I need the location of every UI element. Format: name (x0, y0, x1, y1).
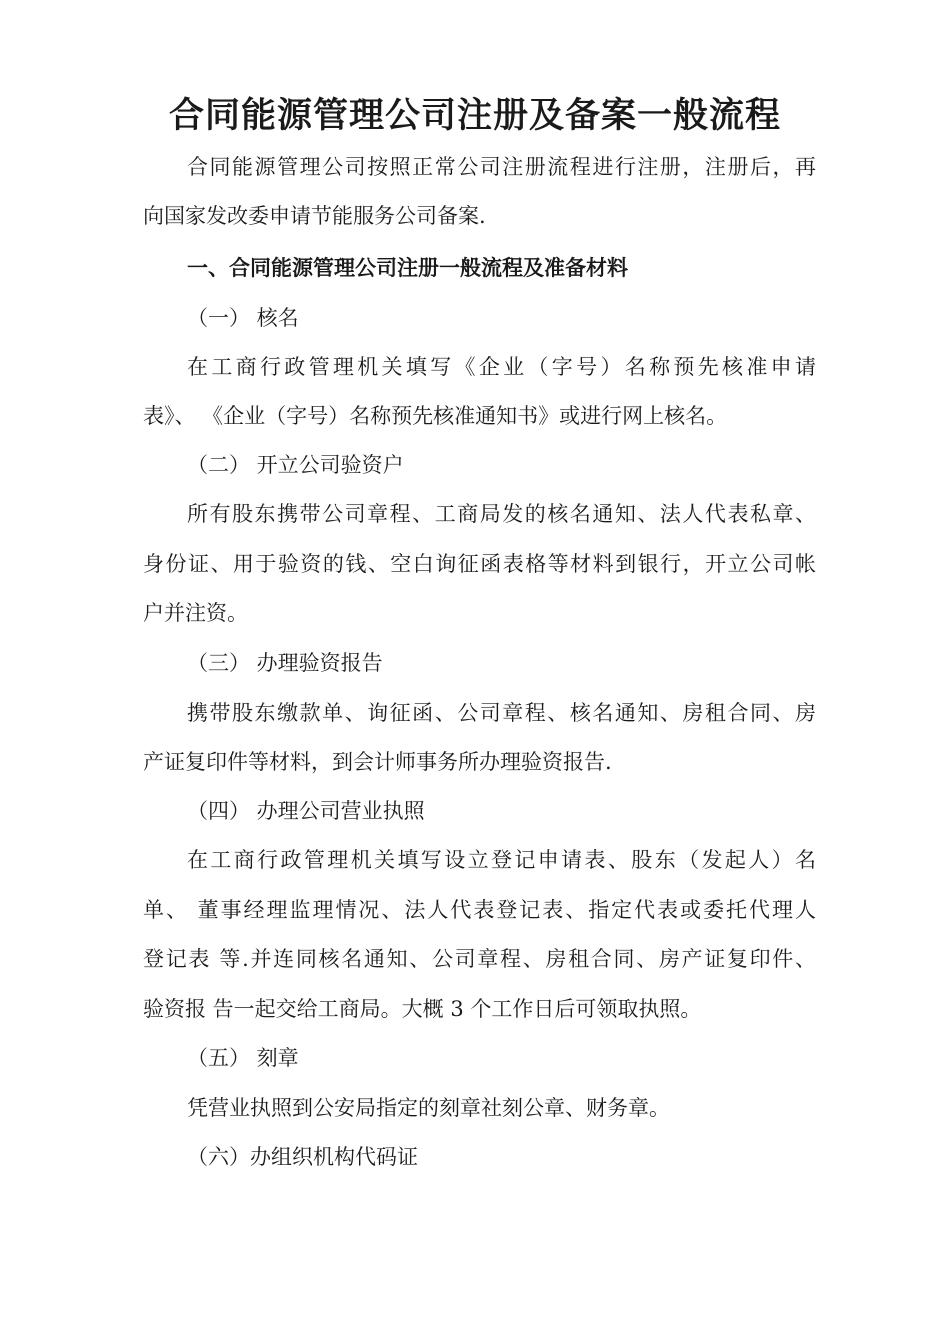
step-4-line-4: 验资报 告一起交给工商局。大概 3 个工作日后可领取执照。 (143, 997, 702, 1021)
intro-line-2: 向国家发改委申请节能服务公司备案. (143, 204, 486, 228)
step-3-heading: （三） 办理验资报告 (187, 651, 383, 675)
step-1-line-1: 在工商行政管理机关填写《企业（字号）名称预先核准申请 (187, 355, 816, 379)
step-5-heading: （五） 刻章 (187, 1046, 299, 1070)
step-2-heading: （二） 开立公司验资户 (187, 453, 404, 477)
step-2-line-3: 户并注资。 (143, 601, 248, 625)
step-5-line-1: 凭营业执照到公安局指定的刻章社刻公章、财务章。 (187, 1096, 670, 1120)
step-3-line-2: 产证复印件等材料，到会计师事务所办理验资报告. (143, 750, 612, 774)
step-1-heading: （一） 核名 (187, 306, 299, 330)
section-1-heading: 一、合同能源管理公司注册一般流程及准备材料 (187, 255, 628, 280)
step-4-line-2: 单、 董事经理监理情况、法人代表登记表、指定代表或委托代理人 (143, 898, 816, 922)
step-2-line-2: 身份证、用于验资的钱、空白询征函表格等材料到银行，开立公司帐 (143, 552, 816, 576)
step-4-heading: （四） 办理公司营业执照 (187, 799, 425, 823)
step-3-line-1: 携带股东缴款单、询征函、公司章程、核名通知、房租合同、房 (187, 701, 816, 725)
step-2-line-1: 所有股东携带公司章程、工商局发的核名通知、法人代表私章、 (187, 502, 816, 526)
step-6-heading: （六）办组织机构代码证 (187, 1145, 418, 1169)
step-4-line-3: 登记表 等.并连同核名通知、公司章程、房租合同、房产证复印件、 (143, 947, 816, 971)
step-4-line-1: 在工商行政管理机关填写设立登记申请表、股东（发起人）名 (187, 848, 816, 872)
step-1-line-2: 表》、 《企业（字号）名称预先核准通知书》或进行网上核名。 (143, 404, 728, 428)
document-title: 合同能源管理公司注册及备案一般流程 (168, 95, 781, 136)
intro-line-1: 合同能源管理公司按照正常公司注册流程进行注册，注册后，再 (187, 155, 816, 179)
